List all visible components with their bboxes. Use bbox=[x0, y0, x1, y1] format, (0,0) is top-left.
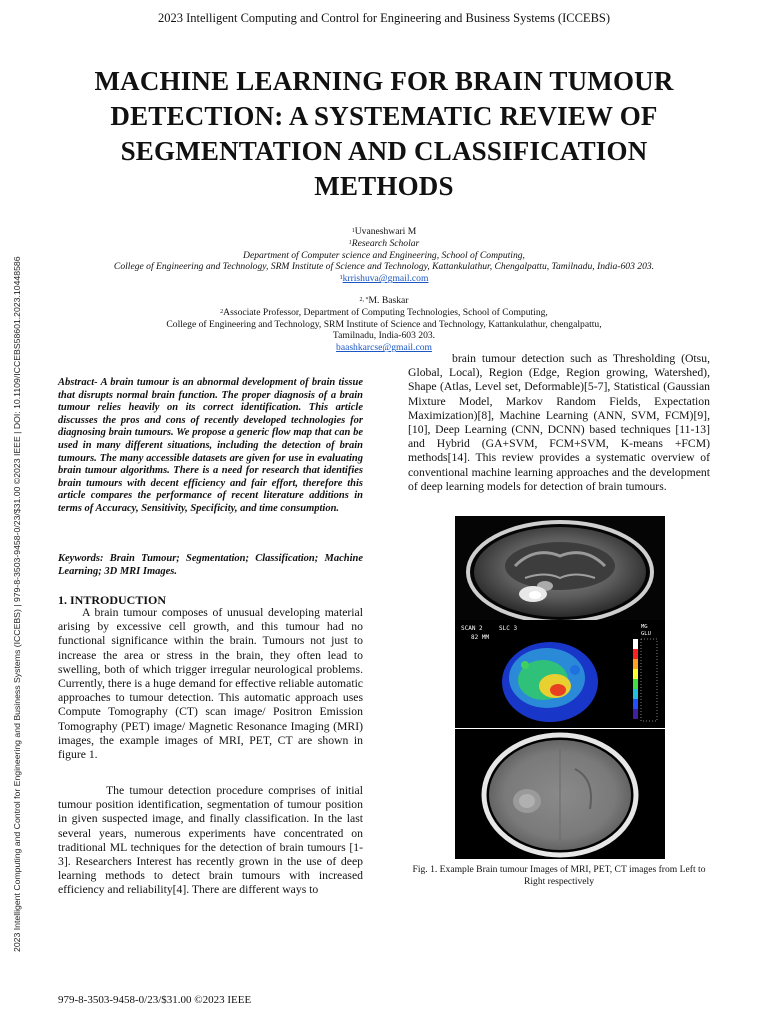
title-line: METHODS bbox=[314, 171, 454, 201]
intro-paragraph-1: A brain tumour composes of unusual developing material arising by excessive cell growth, and this tumour had no functional significance within the brain. Tumours not just to increase the area or stress in the brain, they often lead to swelling, both of which trigger irregular neurological problems. Currently, there is a huge demand for effective reliable automatic approaches to tumour detection. This automatic approach uses Compute Tomography (CT) scan image/ Positron Emission Tomography (PET) image/ Magnetic Resonance Imaging (MRI) images, the example images of MRI, PET, CT are shown in figure 1. bbox=[58, 606, 363, 762]
author2-sup: 2, * bbox=[359, 297, 369, 303]
author1-role: Research Scholar bbox=[351, 237, 420, 249]
title-line: SEGMENTATION AND CLASSIFICATION bbox=[120, 136, 648, 166]
author1-name: Uvaneshwari M bbox=[354, 226, 417, 237]
pet-mg-label: MG bbox=[641, 624, 648, 630]
left-margin-sidebar bbox=[0, 0, 24, 1024]
author1-email-link[interactable]: krrishuva@gmail.com bbox=[342, 273, 429, 285]
section-heading-introduction: 1. INTRODUCTION bbox=[58, 593, 167, 607]
abstract: Abstract- A brain tumour is an abnormal development of brain tissue that disrupts normal brain function. The proper diagnosis of a brain tumour relies heavily on its correct identification. This article discusses the pros and cons of recently developed technologies for diagnosing brain tumours. We propose a generic flow map that can be used in many different situations, including the detection of brain tumours. The many accessible datasets are given for use in evaluating brain tumour algorithms. There is a need for research that identifies brain tumours with decent efficiency and fair effort, therefore this article compares the performance of recent literature additions in terms of Accuracy, Sensitivity, Specificity, and time consumption. bbox=[58, 377, 363, 514]
author1-block bbox=[0, 226, 768, 285]
author1-college: College of Engineering and Technology, SRM Institute of Science and Technology, Kattankulathur, Chengalpattu, Tamilnadu, India-603 203. bbox=[113, 261, 655, 273]
paper-title bbox=[40, 64, 728, 204]
author2-college: College of Engineering and Technology, SRM Institute of Science and Technology, Kattankulathur, chengalpattu, bbox=[166, 318, 602, 330]
ct-image bbox=[455, 729, 665, 859]
author2-name-line bbox=[0, 295, 768, 307]
pet-scan-graphic bbox=[455, 620, 665, 728]
author2-role-line bbox=[0, 307, 768, 319]
pet-slc-label: SLC 3 bbox=[499, 625, 518, 632]
pet-mm-label: 82 MM bbox=[471, 634, 490, 641]
author1-role-sup: 1 bbox=[348, 239, 352, 246]
pet-image bbox=[455, 620, 665, 728]
mri-scan-graphic bbox=[455, 516, 665, 621]
author1-sup: 1 bbox=[351, 228, 355, 234]
ct-scan-graphic bbox=[455, 729, 665, 859]
title-line: MACHINE LEARNING FOR BRAIN TUMOUR bbox=[94, 66, 674, 96]
author2-name: M. Baskar bbox=[368, 295, 409, 306]
pet-glu-label: GLU bbox=[641, 631, 651, 637]
author1-name-line bbox=[0, 226, 768, 238]
pet-scan-label: SCAN 2 bbox=[461, 625, 483, 632]
right-column-text: brain tumour detection such as Thresholding (Otsu, Global, Local), Region (Edge, Region growing, Watershed), Shape (Atlas, Level set, Deformable)[5-7], Statistical (Gaussian Mixture Model, Markov Random Fields, Expectation Maximization)[8], Machine Learning (ANN, SVM, FCM)[9], [10], Deep Learning (CNN, DCNN) based techniques [11-13] and Hybrid (GA+SVM, FCM+SVM, K-means +FCM) methods[14]. This review provides a systematic overview of conventional machine learning approaches and the development of deep learning models for detection of brain tumours. bbox=[408, 352, 710, 493]
author2-block bbox=[0, 295, 768, 354]
author2-role-sup: 2 bbox=[220, 308, 224, 315]
doi-sidebar-text: 2023 Intelligent Computing and Control for Engineering and Business Systems (ICCEBS) | 979-8-3503-9458-0/23/$31.00 ©2023 IEEE | DOI: 10.1109/ICCEBS58601.2023.10448586 bbox=[12, 256, 22, 952]
mri-image bbox=[455, 516, 665, 621]
author2-email-link[interactable]: baashkarcse@gmail.com bbox=[336, 342, 432, 354]
footer-copyright: 979-8-3503-9458-0/23/$31.00 ©2023 IEEE bbox=[58, 994, 252, 1006]
author1-email-line bbox=[0, 273, 768, 285]
figure-caption: Fig. 1. Example Brain tumour Images of MRI, PET, CT images from Left to Right respectively bbox=[412, 864, 706, 887]
author1-email-sup: 1 bbox=[339, 275, 343, 282]
intro-paragraph-2: The tumour detection procedure comprises of initial tumour position identification, segmentation of tumour position in given suspected image, and finally classification. In the last several years, numerous experiments have concentrated on traditional ML techniques for the detection of brain tumours [1-3]. Researchers Interest has recently grown in the use of deep learning methods to detect brain tumours with increased efficiency and reliability[4]. There are different ways to bbox=[58, 784, 363, 897]
author2-role: Associate Professor, Department of Computing Technologies, School of Computing, bbox=[223, 306, 548, 318]
keywords: Keywords: Brain Tumour; Segmentation; Classification; Machine Learning; 3D MRI Images. bbox=[58, 553, 363, 577]
author1-dept: Department of Computer science and Engineering, School of Computing, bbox=[243, 249, 525, 261]
right-column-paragraph bbox=[408, 352, 710, 494]
conference-header: 2023 Intelligent Computing and Control for Engineering and Business Systems (ICCEBS) bbox=[157, 11, 611, 25]
author2-location: Tamilnadu, India-603 203. bbox=[332, 330, 436, 342]
title-line: DETECTION: A SYSTEMATIC REVIEW OF bbox=[110, 101, 658, 131]
author1-role-line bbox=[0, 238, 768, 250]
